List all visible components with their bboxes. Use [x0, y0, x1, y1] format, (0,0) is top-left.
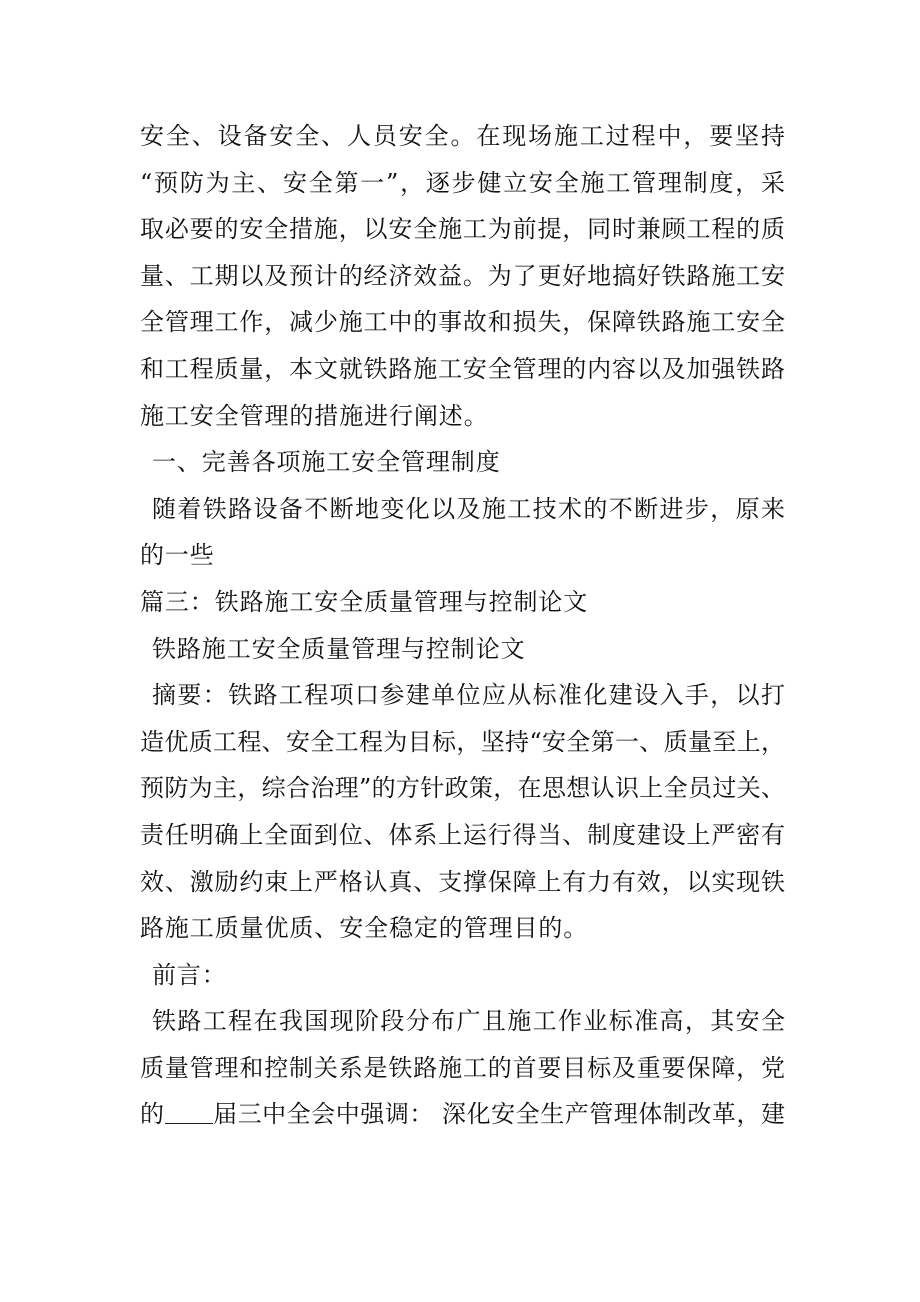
- document-page: [140, 113, 785, 1138]
- document-line: 责任明确上全面到位、体系上运行得当、制度建设上严密有: [140, 820, 785, 849]
- document-line: 摘要：铁路工程项口参建单位应从标准化建设入手，以打: [152, 681, 785, 710]
- document-body: [140, 113, 785, 1091]
- document-line-with-blank: [140, 1091, 785, 1138]
- document-line: 路施工质量优质、安全稳定的管理目的。: [140, 914, 589, 943]
- line-suffix: 届三中全会中强调： 深化安全生产管理体制改革，建: [212, 1100, 785, 1129]
- document-line: 和工程质量，本文就铁路施工安全管理的内容以及加强铁路: [140, 354, 785, 383]
- line-prefix: 的: [140, 1100, 165, 1129]
- document-line: 质量管理和控制关系是铁路施工的首要目标及重要保障，党: [140, 1053, 785, 1082]
- document-line: 施工安全管理的措施进行阐述。: [140, 401, 489, 430]
- document-line: 前言：: [152, 960, 227, 989]
- document-line: 预防为主，综合治理”的方针政策，在思想认识上全员过关、: [140, 774, 785, 803]
- document-line: 铁路施工安全质量管理与控制论文: [152, 634, 526, 663]
- document-line: 效、激励约束上严格认真、支撑保障上有力有效，以实现铁: [140, 867, 785, 896]
- document-line: 取必要的安全措施，以安全施工为前提，同时兼顾工程的质: [140, 215, 785, 244]
- document-line: “预防为主、安全第一”，逐步健立安全施工管理制度，采: [140, 168, 785, 197]
- document-line: 造优质工程、安全工程为目标，坚持“安全第一、质量至上，: [140, 727, 785, 756]
- document-line: 全管理工作，减少施工中的事故和损失，保障铁路施工安全: [140, 308, 785, 337]
- document-line: 铁路工程在我国现阶段分布广且施工作业标准高，其安全: [152, 1007, 785, 1036]
- document-line: 安全、设备安全、人员安全。在现场施工过程中，要坚持: [140, 122, 785, 150]
- fill-in-blank: [165, 1101, 213, 1124]
- document-line: 一、完善各项施工安全管理制度: [152, 448, 501, 477]
- document-line: 量、工期以及预计的经济效益。为了更好地搞好铁路施工安: [140, 261, 785, 290]
- document-line: 的一些: [140, 541, 215, 570]
- document-line: 篇三：铁路施工安全质量管理与控制论文: [140, 587, 589, 616]
- document-line: 随着铁路设备不断地变化以及施工技术的不断进步，原来: [152, 494, 785, 523]
